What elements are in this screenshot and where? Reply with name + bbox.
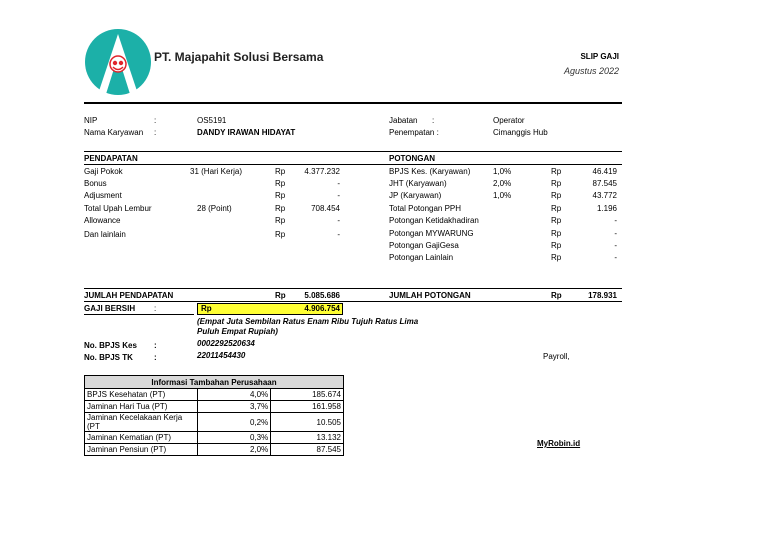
income-currency: Rp xyxy=(275,167,286,176)
info-pct: 0,2% xyxy=(197,413,271,432)
income-total-currency: Rp xyxy=(275,291,286,300)
bpjs-tk-value: 22011454430 xyxy=(197,351,246,360)
net-pay-amount: 4.906.754 xyxy=(304,304,340,313)
info-label: Jaminan Kecelakaan Kerja (PT xyxy=(85,413,198,432)
deduction-pct: 2,0% xyxy=(493,179,512,188)
deduction-total-amount: 178.931 xyxy=(588,291,617,300)
deduction-label: BPJS Kes. (Karyawan) xyxy=(389,167,471,176)
info-amount: 10.505 xyxy=(271,413,344,432)
job-colon: : xyxy=(432,116,435,125)
deduction-currency: Rp xyxy=(551,253,562,262)
bpjs-kes-label: No. BPJS Kes xyxy=(84,341,137,350)
table-row xyxy=(85,389,344,401)
net-pay-colon: : xyxy=(154,304,157,313)
income-currency: Rp xyxy=(275,191,286,200)
bpjs-kes-value: 0002292520634 xyxy=(197,339,255,348)
net-pay-words-line1: (Empat Juta Sembilan Ratus Enam Ribu Tujuh Ratus Lima xyxy=(197,317,419,326)
income-amount: 4.377.232 xyxy=(304,167,340,176)
income-label: Gaji Pokok xyxy=(84,167,123,176)
doc-title: SLIP GAJI xyxy=(580,52,619,61)
deduction-amount: 46.419 xyxy=(592,167,617,176)
info-label: BPJS Kesehatan (PT) xyxy=(85,389,198,401)
deduction-label: JHT (Karyawan) xyxy=(389,179,447,188)
info-pct: 2,0% xyxy=(197,444,271,456)
deduction-currency: Rp xyxy=(551,216,562,225)
deduction-label: Potongan GajiGesa xyxy=(389,241,459,250)
totals-bottom-line xyxy=(84,301,622,302)
deduction-total-currency: Rp xyxy=(551,291,562,300)
income-label: Total Upah Lembur xyxy=(84,204,152,213)
income-total-label: JUMLAH PENDAPATAN xyxy=(84,291,174,300)
company-info-table xyxy=(84,375,344,456)
place-label: Penempatan : xyxy=(389,128,439,137)
income-amount: 708.454 xyxy=(311,204,340,213)
income-note: 31 (Hari Kerja) xyxy=(190,167,243,176)
name-value: DANDY IRAWAN HIDAYAT xyxy=(197,128,296,137)
income-amount: - xyxy=(337,179,340,188)
deduction-label: Potongan MYWARUNG xyxy=(389,229,474,238)
company-info-title: Informasi Tambahan Perusahaan xyxy=(85,376,344,389)
table-row xyxy=(85,432,344,444)
income-label: Dan lainlain xyxy=(84,230,126,239)
job-value: Operator xyxy=(493,116,525,125)
deduction-amount: - xyxy=(614,229,617,238)
deduction-amount: - xyxy=(614,253,617,262)
info-pct: 4,0% xyxy=(197,389,271,401)
deduction-pct: 1,0% xyxy=(493,167,512,176)
deduction-total-label: JUMLAH POTONGAN xyxy=(389,291,471,300)
net-pay-label: GAJI BERSIH xyxy=(84,304,136,313)
income-heading: PENDAPATAN xyxy=(84,154,138,163)
name-colon: : xyxy=(154,128,157,137)
net-pay-underline xyxy=(84,314,194,315)
job-label: Jabatan xyxy=(389,116,418,125)
info-amount: 185.674 xyxy=(271,389,344,401)
deduction-label: Potongan Ketidakhadiran xyxy=(389,216,479,225)
info-amount: 161.958 xyxy=(271,401,344,413)
net-pay-words-line2: Puluh Empat Rupiah) xyxy=(197,327,278,336)
table-row xyxy=(85,401,344,413)
income-currency: Rp xyxy=(275,179,286,188)
deduction-label: Potongan Lainlain xyxy=(389,253,454,262)
company-logo-icon xyxy=(84,28,152,96)
info-label: Jaminan Hari Tua (PT) xyxy=(85,401,198,413)
deduction-amount: 87.545 xyxy=(592,179,617,188)
payroll-label: Payroll, xyxy=(543,352,570,361)
income-label: Adjusment xyxy=(84,191,122,200)
deduction-currency: Rp xyxy=(551,167,562,176)
section-top-line xyxy=(84,151,622,152)
name-label: Nama Karyawan xyxy=(84,128,144,137)
deduction-currency: Rp xyxy=(551,179,562,188)
deduction-amount: - xyxy=(614,216,617,225)
deduction-amount: - xyxy=(614,241,617,250)
deduction-amount: 43.772 xyxy=(592,191,617,200)
info-label: Jaminan Pensiun (PT) xyxy=(85,444,198,456)
info-pct: 3,7% xyxy=(197,401,271,413)
income-amount: - xyxy=(337,191,340,200)
header-divider xyxy=(84,102,622,104)
deduction-heading: POTONGAN xyxy=(389,154,436,163)
income-total-amount: 5.085.686 xyxy=(304,291,340,300)
table-row xyxy=(85,413,344,432)
deduction-currency: Rp xyxy=(551,191,562,200)
info-label: Jaminan Kematian (PT) xyxy=(85,432,198,444)
info-amount: 13.132 xyxy=(271,432,344,444)
info-amount: 87.545 xyxy=(271,444,344,456)
totals-top-line xyxy=(84,288,622,289)
place-value: Cimanggis Hub xyxy=(493,128,548,137)
deduction-pct: 1,0% xyxy=(493,191,512,200)
deduction-amount: 1.196 xyxy=(596,204,617,213)
deduction-currency: Rp xyxy=(551,204,562,213)
info-pct: 0,3% xyxy=(197,432,271,444)
nip-colon: : xyxy=(154,116,157,125)
bpjs-tk-label: No. BPJS TK xyxy=(84,353,133,362)
signature-link[interactable]: MyRobin.id xyxy=(537,439,581,448)
income-amount: - xyxy=(337,216,340,225)
income-currency: Rp xyxy=(275,204,286,213)
income-currency: Rp xyxy=(275,230,286,239)
bpjs-tk-colon: : xyxy=(154,353,157,362)
table-row xyxy=(85,444,344,456)
income-currency: Rp xyxy=(275,216,286,225)
pay-period: Agustus 2022 xyxy=(563,66,619,76)
deduction-currency: Rp xyxy=(551,229,562,238)
deduction-label: Total Potongan PPH xyxy=(389,204,462,213)
income-note: 28 (Point) xyxy=(197,204,232,213)
income-label: Allowance xyxy=(84,216,121,225)
nip-label: NIP xyxy=(84,116,98,125)
bpjs-kes-colon: : xyxy=(154,341,157,350)
income-amount: - xyxy=(337,230,340,239)
nip-value: OS5191 xyxy=(197,116,227,125)
deduction-currency: Rp xyxy=(551,241,562,250)
company-name: PT. Majapahit Solusi Bersama xyxy=(154,50,324,64)
net-pay-currency: Rp xyxy=(201,304,212,313)
income-label: Bonus xyxy=(84,179,107,188)
section-heading-line xyxy=(84,164,622,165)
deduction-label: JP (Karyawan) xyxy=(389,191,442,200)
